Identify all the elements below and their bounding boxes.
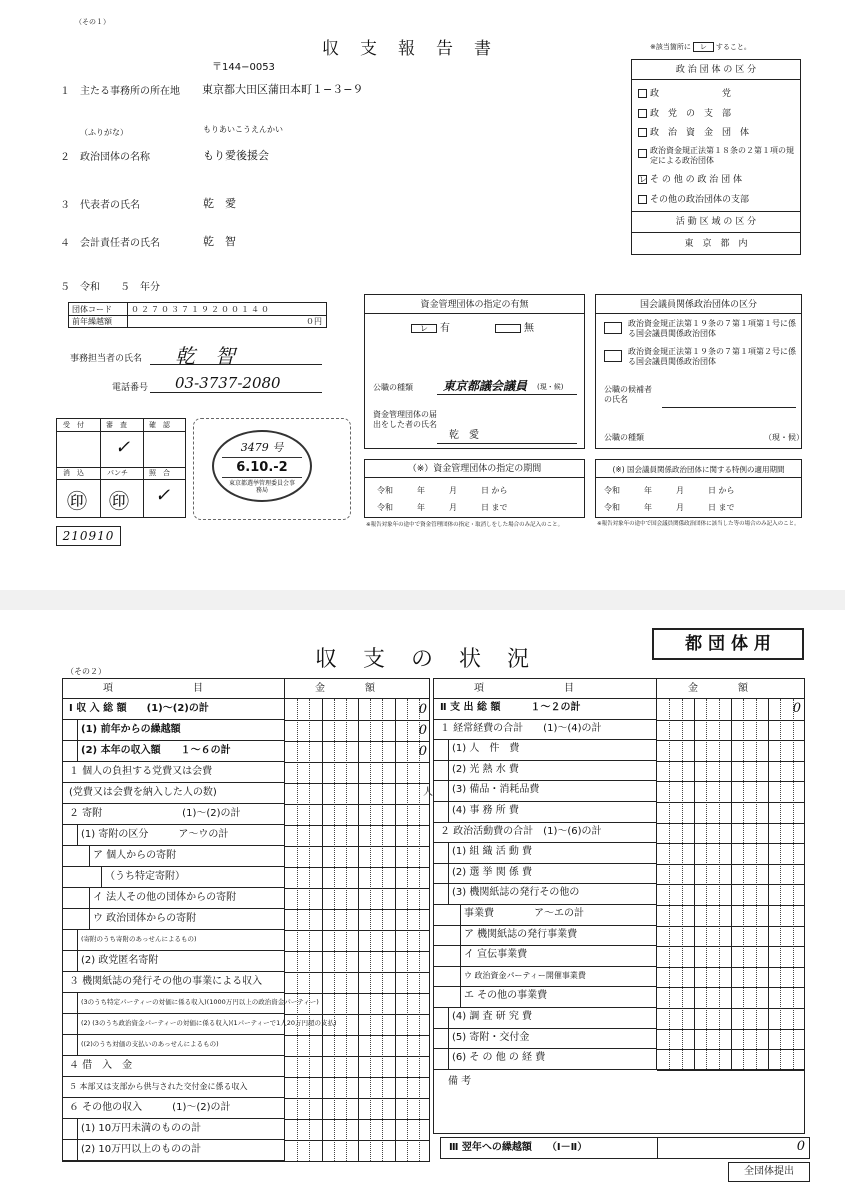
carry-next-label: Ⅲ 翌年への繰越額 （Ⅰ－Ⅱ） [449, 1142, 588, 1153]
income-row [63, 1140, 284, 1161]
representative-value: 乾 愛 [203, 197, 236, 210]
expense-row-label: Ⅱ 支 出 総 額 １〜２の計 [440, 702, 581, 713]
special-box [595, 459, 802, 518]
date-stamp-org: 東京都選挙管理委員会事務局 [228, 480, 295, 494]
income-row [63, 1077, 284, 1098]
expense-row-label: (4) 事 務 所 費 [452, 805, 519, 816]
expense-row [434, 905, 656, 926]
income-row [63, 972, 284, 993]
stamp-h3: 確 認 [149, 421, 170, 429]
diet-office-label: 公職の種類 [604, 433, 644, 442]
stamp-h4: 消 込 [63, 469, 84, 477]
note-box: レ [693, 42, 714, 52]
expense-row [434, 802, 656, 823]
org-code-label: 団体コード [72, 305, 112, 314]
income-row [63, 930, 284, 951]
category-box [631, 59, 801, 255]
diet-box [595, 294, 802, 449]
expense-row-label: ウ 政治資金パーティー開催事業費 [464, 970, 586, 980]
income-row-label: （うち特定寄附） [105, 871, 185, 882]
category-3: 政 治 資 金 団 体 [638, 127, 749, 139]
income-row-label: ウ 政治団体からの寄附 [93, 913, 197, 924]
income-row-label: ５ 本部又は支部から供与された交付金に係る収入 [69, 1082, 248, 1091]
tel-label: 電話番号 [112, 383, 149, 393]
special-from: 令和 年 月 日 から [604, 486, 735, 495]
fund-person-label: 資金管理団体の届出をした者の氏名 [373, 410, 437, 429]
expense-row-label: ア 機関紙誌の発行事業費 [464, 928, 578, 940]
expense-row-label: (1) 人 件 費 [452, 743, 520, 755]
income-row [63, 741, 284, 762]
income-table [62, 678, 433, 1162]
sono-1: （その１） [75, 18, 110, 26]
expense-header [434, 679, 804, 699]
diet-office-suffix: （現・候） [764, 433, 804, 442]
expense-row [434, 967, 656, 988]
sheet-gap [0, 590, 845, 610]
period-box [364, 459, 585, 518]
income-row [63, 1035, 284, 1056]
diet-title: 国会議員関係政治団体の区分 [639, 300, 757, 310]
income-row-label: (1) 寄附の区分 ア〜ウの計 [81, 829, 229, 840]
income-row [63, 720, 284, 741]
expense-row [434, 699, 656, 720]
expense-row-label: １ 経常経費の合計 (1)〜(4)の計 [440, 722, 602, 734]
expense-row [434, 1029, 656, 1050]
sheet-2 [0, 610, 845, 1200]
date-stamp [212, 430, 312, 502]
expense-h-item: 項 目 [474, 683, 574, 694]
category-4: 政治資金規正法第１８条の２第１項の規定による政治団体 [638, 146, 798, 166]
income-row [63, 1056, 284, 1077]
category-6: その他の政治団体の支部 [638, 194, 749, 206]
office-suffix: (現・候) [537, 383, 564, 391]
date-stamp-no: 3479 号 [240, 441, 284, 454]
period-to: 令和 年 月 日 まで [377, 503, 508, 512]
expense-row-label: (2) 光 熱 水 費 [452, 763, 519, 775]
serial-number: 210910 [56, 526, 121, 546]
fund-box [364, 294, 585, 449]
income-row [63, 783, 433, 804]
expense-row [434, 823, 656, 844]
accountant-label: ４ 会計責任者の氏名 [60, 238, 160, 249]
special-note: ※報告対象年の途中で国会議員関係政治団体に該当した等の場合のみ記入のこと。 [597, 521, 800, 527]
staff-label: 事務担当者の氏名 [70, 354, 143, 364]
expense-row [434, 864, 656, 885]
expense-row [434, 740, 656, 761]
income-rows [63, 699, 433, 1161]
income-row-label: ２ 寄附 (1)〜(2)の計 [69, 808, 241, 819]
category-2: 政 党 の 支 部 [638, 108, 731, 120]
income-row-label: (1) 10万円未満のものの計 [81, 1123, 202, 1134]
expense-row [434, 720, 656, 741]
fund-yes: レ 有 [411, 323, 450, 335]
accountant-value: 乾 智 [203, 235, 236, 248]
fund-no: 無 [495, 323, 534, 335]
income-row [63, 762, 284, 783]
income-row-label: イ 法人その他の団体からの寄附 [93, 892, 237, 903]
income-row [63, 699, 284, 720]
stamp-check-2: ✓ [155, 485, 171, 506]
period-title: （※）資金管理団体の指定の期間 [407, 464, 542, 474]
candidate-label: 公職の候補者の氏名 [604, 385, 652, 404]
diet-opt1: 政治資金規正法第１９条の７第１項第１号に係る国会議員関係政治団体 [604, 319, 799, 339]
fund-title: 資金管理団体の指定の有無 [420, 300, 529, 310]
remarks-label: 備 考 [448, 1076, 472, 1087]
postal-code: 〒144−0053 [212, 62, 275, 73]
income-amount-grid [284, 699, 430, 1161]
date-stamp-date: 6.10.-2 [236, 460, 288, 475]
income-h-amount: 金 額 [315, 683, 375, 694]
income-row-label: (3のうち特定パーティーの対価に係る収入)(1000万円以上の政治資金パーティー) [81, 998, 319, 1006]
area-title: 活 動 区 域 の 区 分 [675, 217, 757, 227]
sono-2: （その２） [66, 667, 106, 676]
income-row-label: (寄附のうち寄附のあっせんによるもの) [81, 935, 197, 943]
income-row-label: (2) 10万円以上のものの計 [81, 1144, 202, 1155]
category-5: レ そ の 他 の 政 治 団 体 [639, 175, 743, 185]
income-row-label: (2) 本年の収入額 １〜６の計 [81, 745, 231, 756]
income-row-label: ３ 機関紙誌の発行その他の事業による収入 [69, 976, 263, 987]
remarks-box [433, 1070, 805, 1134]
seal-2: ㊞ [109, 489, 129, 513]
expense-table [433, 678, 805, 1070]
special-title: (※) 国会議員関係政治団体に関する特例の適用期間 [612, 465, 785, 474]
income-row [63, 846, 284, 867]
expense-row-label: ２ 政治活動費の合計 (1)〜(6)の計 [440, 825, 602, 837]
expense-row [434, 781, 656, 802]
expense-row-label: イ 宣伝事業費 [464, 949, 528, 961]
income-row [63, 993, 319, 1014]
special-to: 令和 年 月 日 まで [604, 503, 735, 512]
badge: 都 団 体 用 [652, 628, 804, 660]
org-code-value: ０２７０３７１９２００１４０ [131, 305, 271, 314]
category-1: 政 党 [638, 88, 796, 100]
report-title: 収 支 報 告 書 [322, 39, 493, 59]
expense-row [434, 884, 656, 905]
category-title: 政 治 団 体 の 区 分 [675, 65, 757, 75]
period-from: 令和 年 月 日 から [377, 486, 508, 495]
stamp-h1: 受 付 [63, 421, 84, 429]
expense-row-label: (5) 寄附・交付金 [452, 1031, 530, 1043]
income-row-label: ((2)のうち対価の支払いのあっせんによるもの) [81, 1040, 219, 1048]
income-row-label: (2) (3のうち政治資金パーティーの対価に係る収入)(1パーティーで1人20万円超の支払) [81, 1019, 337, 1027]
carry-next-row [440, 1137, 810, 1159]
stamp-check-1: ✓ [115, 437, 131, 458]
income-row-label: (1) 前年からの繰越額 [81, 724, 181, 735]
income-row [63, 1119, 284, 1140]
sheet-1 [0, 0, 845, 590]
expense-row-label: (6) そ の 他 の 経 費 [452, 1052, 546, 1064]
expense-row [434, 987, 656, 1008]
tel-value: 03-3737-2080 [175, 374, 281, 392]
expense-row [434, 1049, 656, 1070]
expense-rows [434, 699, 656, 1069]
expense-row [434, 1008, 656, 1029]
area-value: 東 京 都 内 [684, 239, 748, 249]
diet-opt2: 政治資金規正法第１９条の７第１項第２号に係る国会議員関係政治団体 [604, 347, 799, 367]
carry-value: ０円 [306, 317, 322, 326]
carry-label: 前年繰越額 [72, 317, 112, 326]
expense-h-amount: 金 額 [688, 683, 748, 694]
year-label: ５ 令和 ５ 年分 [60, 282, 160, 293]
representative-label: ３ 代表者の氏名 [60, 200, 140, 211]
zero-value: 0 [418, 702, 427, 717]
income-row-label: １ 個人の負担する党費又は会費 [69, 766, 213, 777]
period-note: ※報告対象年の途中で資金管理団体の指定・取消しをした場合のみ記入のこと。 [366, 522, 564, 528]
org-name-label: ２ 政治団体の名称 [60, 152, 150, 163]
office-address-value: 東京都大田区蒲田本町１−３−９ [202, 83, 364, 96]
expense-row [434, 843, 656, 864]
org-name-value: もり愛後援会 [203, 149, 269, 162]
check-note: ※該当箇所に レ すること。 [650, 43, 751, 51]
expense-row-label: (3) 機関紙誌の発行その他の [452, 887, 580, 899]
furigana-label: （ふりがな） [80, 128, 128, 137]
income-row [63, 804, 284, 825]
income-row-label: (2) 政党匿名寄附 [81, 955, 159, 966]
expense-row-label: (3) 備品・消耗品費 [452, 784, 540, 796]
income-row-label: ６ その他の収入 (1)〜(2)の計 [69, 1102, 231, 1113]
zero-value: 0 [792, 701, 801, 716]
status-title: 収 支 の 状 況 [315, 647, 532, 672]
zero-value: 0 [418, 744, 427, 759]
stamp-h6: 照 合 [149, 469, 170, 477]
expense-row [434, 926, 656, 947]
income-row [63, 888, 284, 909]
income-h-item: 項 目 [103, 683, 203, 694]
expense-row-label: 事業費 ア〜エの計 [464, 908, 584, 919]
income-row [63, 909, 284, 930]
office-value: 東京都議会議員 [443, 379, 528, 393]
footer-label: 全団体提出 [728, 1162, 810, 1182]
income-row-suffix: 人 [423, 787, 433, 798]
expense-row-label: (2) 選 挙 関 係 費 [452, 866, 533, 878]
stamp-grid [56, 418, 186, 518]
fund-person-value: 乾 愛 [449, 430, 479, 441]
expense-row-label: エ その他の事業費 [464, 990, 548, 1002]
income-row [63, 825, 284, 846]
staff-value: 乾 智 [175, 344, 235, 368]
income-row [63, 1014, 337, 1035]
expense-row-label: (4) 調 査 研 究 費 [452, 1011, 533, 1022]
expense-amount-grid [656, 699, 804, 1069]
expense-row-label: (1) 組 織 活 動 費 [452, 846, 533, 858]
stamp-h5: パンチ [107, 469, 128, 477]
income-row-label: ア 個人からの寄附 [93, 850, 177, 861]
income-row-label: Ⅰ 収 入 総 額 (1)〜(2)の計 [69, 703, 209, 714]
income-row [63, 867, 284, 888]
zero-value: 0 [418, 723, 427, 738]
furigana-value: もりあいこうえんかい [203, 125, 283, 134]
carry-next-zero: 0 [796, 1139, 805, 1154]
income-header [63, 679, 429, 699]
office-address-label: １ 主たる事務所の所在地 [60, 86, 180, 97]
income-row-label: (党費又は会費を納入した人の数) [69, 787, 217, 798]
seal-1: ㊞ [67, 489, 87, 513]
org-code-box [68, 302, 327, 328]
office-label: 公職の種類 [373, 383, 413, 392]
stamp-h2: 審 査 [106, 421, 127, 429]
income-row [63, 1098, 284, 1119]
income-row-label: ４ 借 入 金 [69, 1060, 133, 1071]
income-row [63, 951, 284, 972]
expense-row [434, 946, 656, 967]
expense-row [434, 761, 656, 782]
